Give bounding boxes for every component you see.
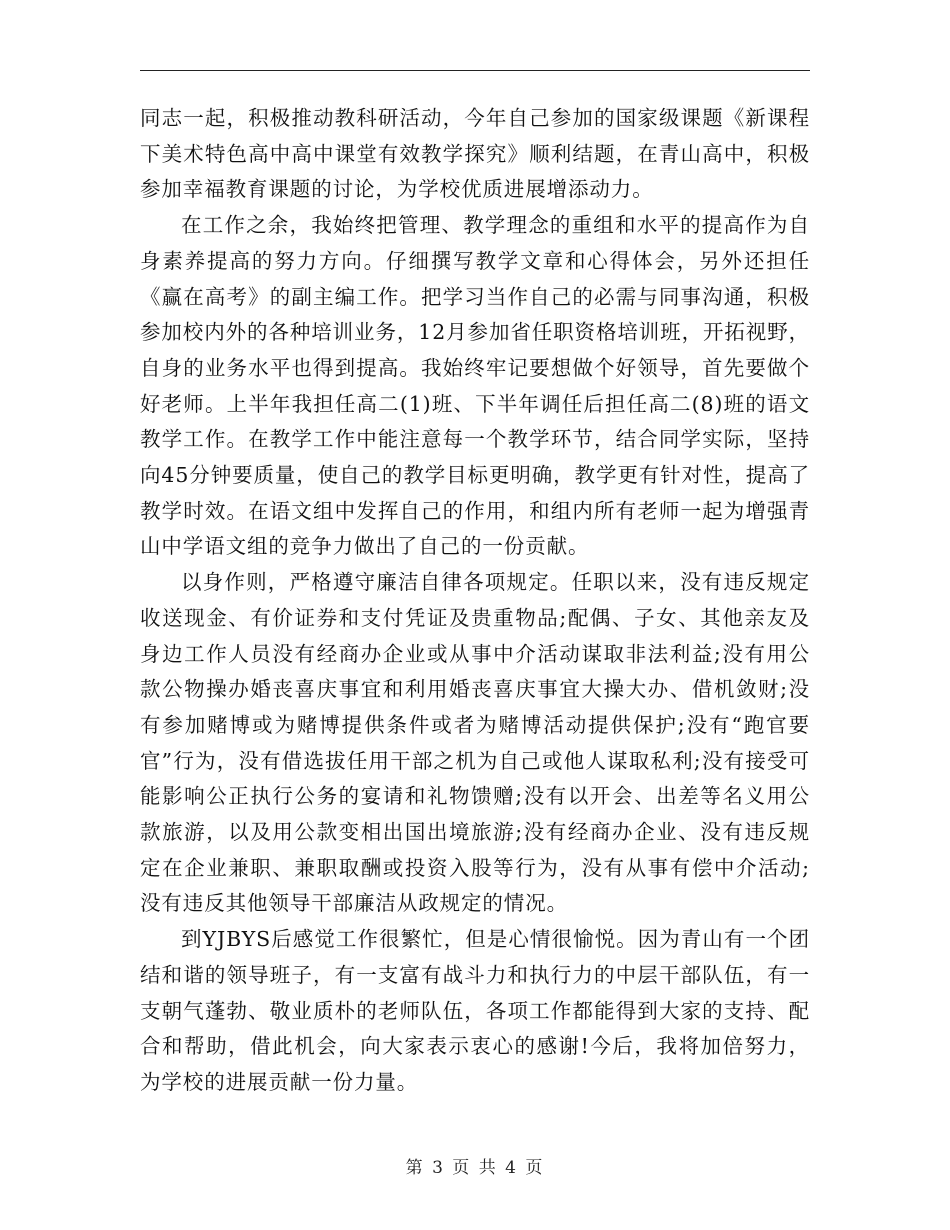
document-body	[140, 101, 810, 1101]
paragraph-4: 到YJBYS后感觉工作很繁忙，但是心情很愉悦。因为青山有一个团结和谐的领导班子，有一支富有战斗力和执行力的中层干部队伍，有一支朝气蓬勃、敬业质朴的老师队伍，各项工作都能得到大家的支持、配合和帮助，借此机会，向大家表示衷心的感谢!今后，我将加倍努力，为学校的进展贡献一份力量。	[140, 927, 810, 1094]
paragraph-2: 在工作之余，我始终把管理、教学理念的重组和水平的提高作为自身素养提高的努力方向。仔细撰写教学文章和心得体会，另外还担任《赢在高考》的副主编工作。把学习当作自己的必需与同事沟通，积极参加校内外的各种培训业务，12月参加省任职资格培训班，开拓视野，自身的业务水平也得到提高。我始终牢记要想做个好领导，首先要做个好老师。上半年我担任高二(1)班、下半年调任后担任高二(8)班的语文教学工作。在教学工作中能注意每一个教学环节，结合同学实际，坚持向45分钟要质量，使自己的教学目标更明确，教学更有针对性，提高了教学时效。在语文组中发挥自己的作用，和组内所有老师一起为增强青山中学语文组的竞争力做出了自己的一份贡献。	[140, 213, 810, 559]
page-number-footer: 第 3 页 共 4 页	[405, 1158, 545, 1178]
header-rule	[140, 70, 810, 71]
paragraph-1: 同志一起，积极推动教科研活动，今年自己参加的国家级课题《新课程下美术特色高中高中课堂有效教学探究》顺利结题，在青山高中，积极参加幸福教育课题的讨论，为学校优质进展增添动力。	[140, 106, 810, 202]
paragraph-3: 以身作则，严格遵守廉洁自律各项规定。任职以来，没有违反规定收送现金、有价证券和支付凭证及贵重物品;配偶、子女、其他亲友及身边工作人员没有经商办企业或从事中介活动谋取非法利益;没有用公款公物操办婚丧喜庆事宜和利用婚丧喜庆事宜大操大办、借机敛财;没有参加赌博或为赌博提供条件或者为赌博活动提供保护;没有“跑官要官”行为，没有借选拔任用干部之机为自己或他人谋取私利;没有接受可能影响公正执行公务的宴请和礼物馈赠;没有以开会、出差等名义用公款旅游，以及用公款变相出国出境旅游;没有经商办企业、没有违反规定在企业兼职、兼职取酬或投资入股等行为，没有从事有偿中介活动;没有违反其他领导干部廉洁从政规定的情况。	[140, 570, 810, 916]
